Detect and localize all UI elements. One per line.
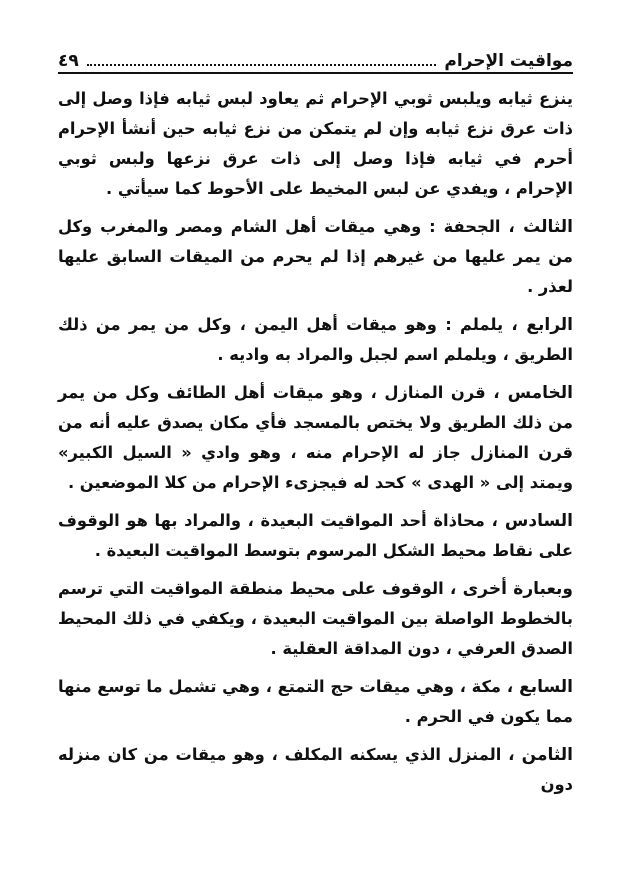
paragraph-term: السابع ، <box>506 677 573 697</box>
paragraph <box>58 212 573 302</box>
paragraph-term: السادس ، <box>491 511 574 531</box>
paragraph-text: المنزل الذي يسكنه المكلف ، وهو ميقات من كان منزله دون <box>58 745 573 794</box>
paragraph-term: الرابع ، <box>511 315 573 335</box>
paragraph <box>58 672 573 732</box>
paragraph-term: الخامس ، <box>493 383 573 403</box>
paragraph-term: الثامن ، <box>508 745 574 765</box>
paragraph <box>58 506 573 566</box>
paragraph-text: الوقوف على محيط منطقة المواقيت التي ترسم بالخطوط الواصلة بين المواقيت البعيدة ، ويكفي في ذلك المحيط الصدق العرفي ، دون المداقة العقلية . <box>58 579 573 658</box>
paragraph-term: وبعبارة أخرى ، <box>449 579 573 599</box>
paragraph-text: قرن المنازل ، وهو ميقات أهل الطائف وكل من يمر من ذلك الطريق ولا يختص بالمسجد فأي مكان يصدق عليه أنه من قرن المنازل جاز له الإحرام منه ، وهو وادي « السيل الكبير» ويمتد إلى « الهدى » كحد له فيجزىء الإحرام من كلا الموضعين . <box>58 383 573 492</box>
paragraph-text: محاذاة أحد المواقيت البعيدة ، والمراد بها هو الوقوف على نقاط محيط الشكل المرسوم بتوسط المواقيت البعيدة . <box>58 511 573 560</box>
chapter-title: مواقيت الإحرام <box>444 51 573 71</box>
paragraph-text: ينزع ثيابه ويلبس ثوبي الإحرام ثم يعاود لبس ثيابه فإذا وصل إلى ذات عرق نزع ثيابه وإن لم يتمكن من نزع ثيابه حين أنشأ الإحرام أحرم في ثيابه فإذا وصل إلى ذات عرق نزعها ولبس ثوبي الإحرام ، ويفدي عن لبس المخيط على الأحوط كما سيأتي . <box>58 89 573 198</box>
header-dotted-leader <box>87 63 437 66</box>
paragraph-text: يلملم : وهو ميقات أهل اليمن ، وكل من يمر من ذلك الطريق ، ويلملم اسم لجبل والمراد به واديه . <box>58 315 573 364</box>
body-text <box>58 84 573 800</box>
page-number: ٤٩ <box>58 51 79 71</box>
paragraph <box>58 84 573 204</box>
paragraph <box>58 574 573 664</box>
running-header <box>58 44 573 74</box>
paragraph-text: الجحفة : وهي ميقات أهل الشام ومصر والمغرب وكل من يمر عليها من غيرهم إذا لم يحرم من الميقات السابق عليها لعذر . <box>58 217 573 296</box>
paragraph <box>58 740 573 800</box>
paragraph-text: مكة ، وهي ميقات حج التمتع ، وهي تشمل ما توسع منها مما يكون في الحرم . <box>58 677 573 726</box>
paragraph-term: الثالث ، <box>508 217 573 237</box>
paragraph <box>58 378 573 498</box>
paragraph <box>58 310 573 370</box>
